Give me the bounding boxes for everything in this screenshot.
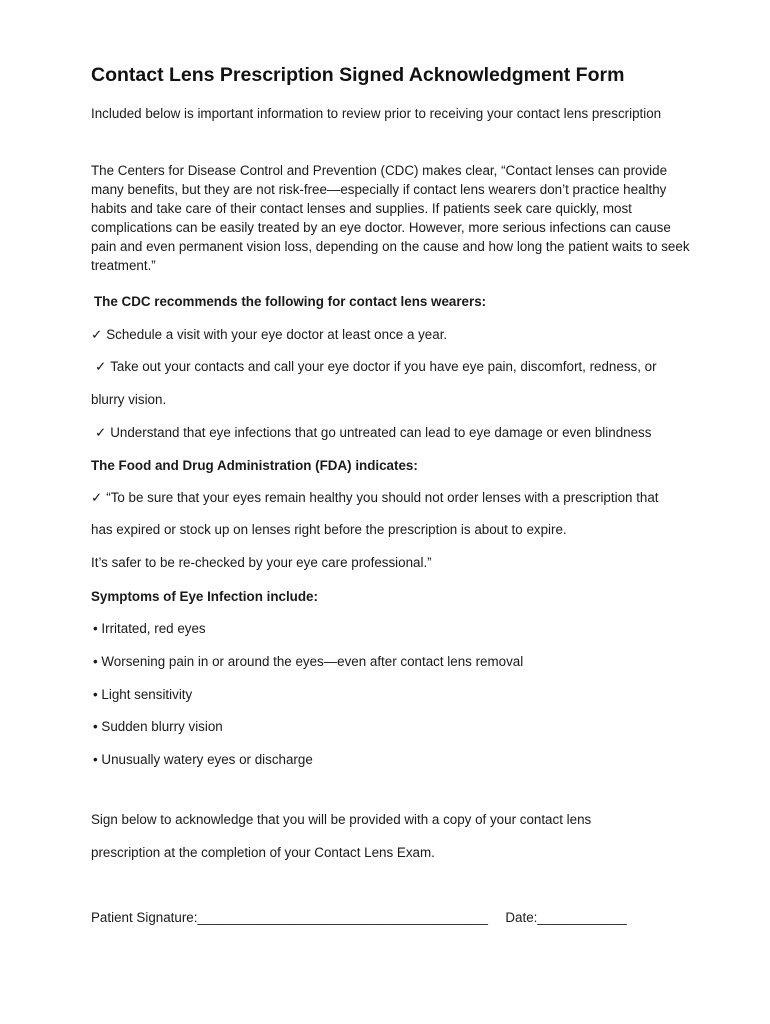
- symptom-item: • Worsening pain in or around the eyes—even after contact lens removal: [93, 654, 524, 669]
- fda-quote-text: “To be sure that your eyes remain healthy you should not order lenses with a prescription that: [106, 490, 659, 505]
- symptoms-heading: Symptoms of Eye Infection include:: [91, 589, 318, 604]
- cdc-item-text: Understand that eye infections that go untreated can lead to eye damage or even blindness: [110, 425, 652, 440]
- cdc-item: [91, 325, 447, 344]
- checkmark-icon: ✓: [95, 425, 107, 440]
- cdc-item-text: Take out your contacts and call your eye doctor if you have eye pain, discomfort, redness, or: [110, 359, 657, 374]
- cdc-item-text: Schedule a visit with your eye doctor at least once a year.: [106, 327, 448, 342]
- fda-heading: The Food and Drug Administration (FDA) indicates:: [91, 458, 418, 473]
- signature-field[interactable]: _______________________________________: [197, 910, 488, 925]
- date-label: Date:: [505, 910, 538, 925]
- cdc-heading: The CDC recommends the following for contact lens wearers:: [94, 294, 487, 309]
- checkmark-icon: ✓: [95, 359, 107, 374]
- symptom-item: • Light sensitivity: [93, 687, 193, 702]
- signature-label: Patient Signature:: [91, 910, 198, 925]
- symptom-item: • Sudden blurry vision: [93, 719, 223, 734]
- fda-quote-line: It’s safer to be re-checked by your eye care professional.”: [91, 555, 432, 570]
- page-title: Contact Lens Prescription Signed Acknowledgment Form: [91, 64, 625, 86]
- symptom-item: • Irritated, red eyes: [93, 621, 206, 636]
- signature-row: [91, 908, 627, 927]
- cdc-quote: The Centers for Disease Control and Prevention (CDC) makes clear, “Contact lenses can provide many benefits, but they are not risk-free—especially if contact lens wearers don’t practice healthy habits and take care of their contact lenses and supplies. If patients seek care quickly, most complications can be easily treated by an eye doctor. However, more serious infections can cause pain and even permanent vision loss, depending on the cause and how long the patient waits to seek treatment.”: [91, 163, 690, 273]
- cdc-item-continuation: blurry vision.: [91, 392, 167, 407]
- symptom-item: • Unusually watery eyes or discharge: [93, 752, 313, 767]
- date-field[interactable]: ____________: [537, 910, 627, 925]
- cdc-item: [95, 357, 657, 376]
- fda-quote-line: has expired or stock up on lenses right before the prescription is about to expire.: [91, 522, 567, 537]
- sign-instruction: Sign below to acknowledge that you will be provided with a copy of your contact lens: [91, 812, 592, 827]
- checkmark-icon: ✓: [91, 327, 103, 342]
- fda-quote-line: [91, 488, 659, 507]
- sign-instruction: prescription at the completion of your Contact Lens Exam.: [91, 845, 435, 860]
- checkmark-icon: ✓: [91, 490, 103, 505]
- cdc-item: [95, 423, 651, 442]
- intro-text: Included below is important information to review prior to receiving your contact lens prescription: [91, 106, 662, 121]
